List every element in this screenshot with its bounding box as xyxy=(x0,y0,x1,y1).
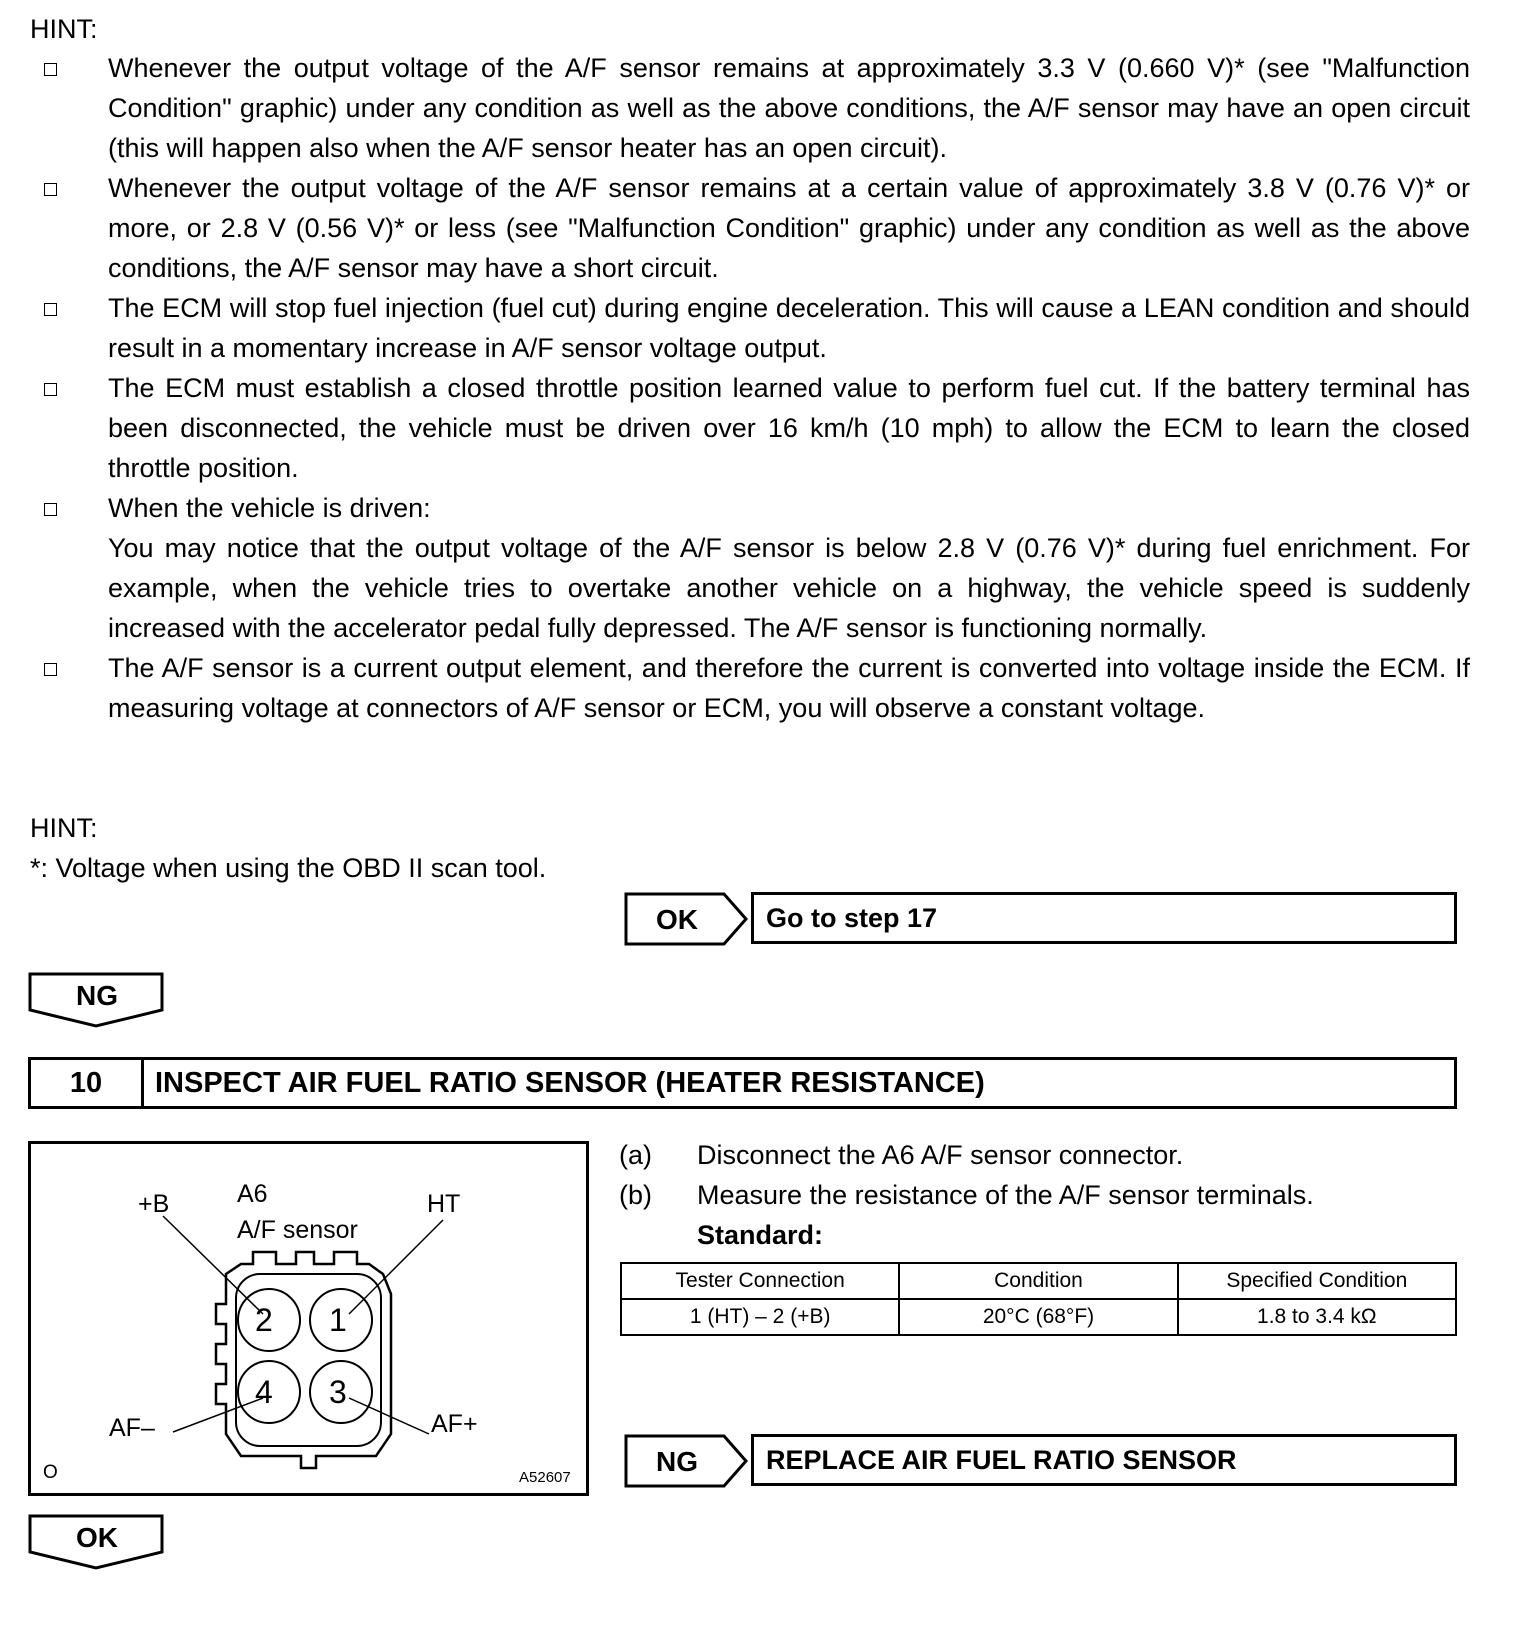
ng-down-label: NG xyxy=(76,980,118,1011)
bullet-text: Whenever the output voltage of the A/F sensor remains at a certain value of approximately 3.8 V (0.76 V)* or more, or 2.8 V (0.56 V)* or less (see "Malfunction Condition" graphic) under any condition as well as the above conditions, the A/F sensor may have a short circuit. xyxy=(108,173,1470,283)
instruction-text: Disconnect the A6 A/F sensor connector. xyxy=(697,1140,1184,1170)
checkbox-square-icon xyxy=(44,663,57,676)
connector-code: A6 xyxy=(237,1180,268,1208)
pin-label: 1 xyxy=(329,1302,347,1338)
hint-heading: HINT: xyxy=(30,14,98,44)
figure-id: A52607 xyxy=(519,1469,571,1486)
ng-label: NG xyxy=(656,1446,698,1477)
replace-sensor-link[interactable]: REPLACE AIR FUEL RATIO SENSOR xyxy=(751,1434,1457,1486)
step-title: INSPECT AIR FUEL RATIO SENSOR (HEATER RESISTANCE) xyxy=(155,1067,985,1099)
instruction-letter: (b) xyxy=(619,1180,652,1210)
bullet-text: The A/F sensor is a current output element, and therefore the current is converted into voltage inside the ECM. If measuring voltage at connectors of A/F sensor or ECM, you will observe a constant voltage. xyxy=(108,653,1470,723)
pin-label: 2 xyxy=(255,1302,273,1338)
checkbox-square-icon xyxy=(44,383,57,396)
bullet-item xyxy=(0,288,1470,368)
bullet-text: The ECM will stop fuel injection (fuel cut) during engine deceleration. This will cause a LEAN condition and should result in a momentary increase in A/F sensor voltage output. xyxy=(108,293,1470,363)
connector-diagram xyxy=(28,1141,589,1496)
checkbox-square-icon xyxy=(44,303,57,316)
ok-label: OK xyxy=(656,904,698,935)
instruction-text: Measure the resistance of the A/F sensor terminals. xyxy=(697,1180,1314,1210)
bullet-item xyxy=(0,648,1470,728)
spec-table xyxy=(620,1262,1457,1336)
step-header xyxy=(28,1057,1457,1109)
table-cell: 1.8 to 3.4 kΩ xyxy=(1178,1299,1456,1335)
table-cell: 1 (HT) – 2 (+B) xyxy=(621,1299,899,1335)
pin-label: 3 xyxy=(329,1374,347,1410)
ht-label: HT xyxy=(427,1190,461,1218)
step-number: 10 xyxy=(31,1060,144,1106)
table-header: Tester Connection xyxy=(621,1263,899,1299)
table-cell: 20°C (68°F) xyxy=(899,1299,1177,1335)
go-to-step-link[interactable]: Go to step 17 xyxy=(751,892,1457,944)
checkbox-square-icon xyxy=(44,63,57,76)
sensor-name: A/F sensor xyxy=(237,1216,358,1244)
hint-heading-2: HINT: xyxy=(30,813,98,843)
ok-down-label: OK xyxy=(76,1522,118,1553)
footnote: *: Voltage when using the OBD II scan tool. xyxy=(30,853,547,883)
standard-label: Standard: xyxy=(697,1220,824,1250)
bullet-item xyxy=(0,168,1470,288)
table-header: Condition xyxy=(899,1263,1177,1299)
bullet-item xyxy=(0,368,1470,488)
plus-b-label: +B xyxy=(138,1190,170,1218)
bullet-text: The ECM must establish a closed throttle position learned value to perform fuel cut. If the battery terminal has been disconnected, the vehicle must be driven over 16 km/h (10 mph) to allow the ECM to learn the closed throttle position. xyxy=(108,373,1470,483)
corner-mark: O xyxy=(43,1462,58,1483)
bullet-text: When the vehicle is driven: xyxy=(108,493,431,523)
hint-bullet-list xyxy=(0,48,1520,728)
af-plus-label: AF+ xyxy=(431,1410,478,1438)
bullet-item xyxy=(0,48,1470,168)
bullet-subtext: You may notice that the output voltage of the A/F sensor is below 2.8 V (0.76 V)* during fuel enrichment. For example, when the vehicle tries to overtake another vehicle on a highway, the vehicle speed is suddenly increased with the accelerator pedal fully depressed. The A/F sensor is functioning normally. xyxy=(108,533,1470,643)
checkbox-square-icon xyxy=(44,503,57,516)
af-minus-label: AF– xyxy=(109,1414,155,1442)
table-header: Specified Condition xyxy=(1178,1263,1456,1299)
checkbox-square-icon xyxy=(44,183,57,196)
table-header-row xyxy=(621,1263,1456,1299)
bullet-item xyxy=(0,488,1470,648)
pin-label: 4 xyxy=(255,1374,273,1410)
instruction-letter: (a) xyxy=(619,1140,652,1170)
table-row xyxy=(621,1299,1456,1335)
bullet-text: Whenever the output voltage of the A/F sensor remains at approximately 3.3 V (0.660 V)* (see "Malfunction Condition" graphic) under any condition as well as the above conditions, the A/F sensor may have an open circuit (this will happen also when the A/F sensor heater has an open circuit). xyxy=(108,53,1470,163)
